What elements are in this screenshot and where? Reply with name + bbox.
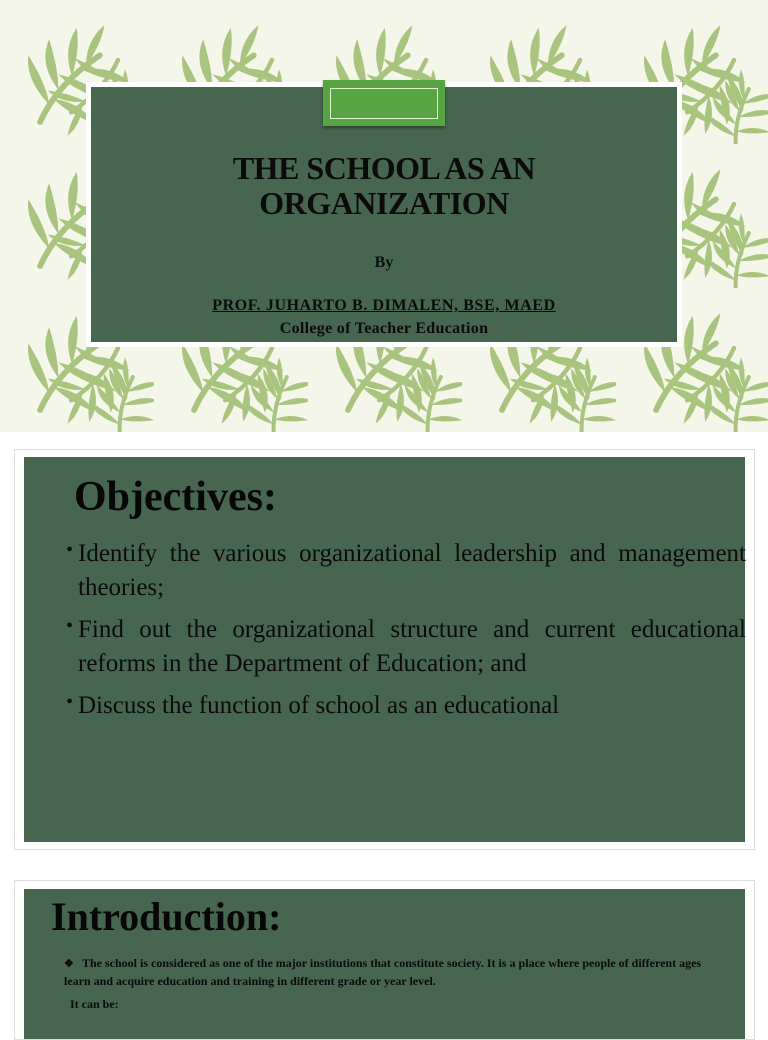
college-name: College of Teacher Education bbox=[279, 320, 489, 337]
bullet-icon: • bbox=[66, 539, 74, 561]
introduction-heading: Introduction: bbox=[51, 894, 282, 939]
introduction-paragraph bbox=[64, 955, 704, 990]
objectives-list bbox=[66, 537, 746, 731]
introduction-panel bbox=[24, 889, 745, 1039]
it-can-be-label: It can be: bbox=[70, 997, 119, 1011]
introduction-text: The school is considered as one of the major institutions that constitute society. It is a place where people of different ages learn and acquire education and training in different grade or year level. bbox=[64, 956, 702, 988]
objective-text: Identify the various organizational leadership and management theories; bbox=[78, 540, 746, 601]
objective-text: Find out the organizational structure and current educational reforms in the Department of Education; and bbox=[78, 616, 746, 677]
introduction-slide bbox=[14, 880, 755, 1040]
objective-item bbox=[66, 689, 746, 723]
title-slide bbox=[0, 0, 768, 432]
title-accent-tab bbox=[323, 80, 445, 126]
title-line-2: ORGANIZATION bbox=[259, 185, 509, 221]
objective-text: Discuss the function of school as an educational bbox=[78, 692, 560, 719]
title-line-1: THE SCHOOL AS AN bbox=[232, 150, 536, 186]
objectives-panel bbox=[24, 457, 745, 842]
by-label: By bbox=[374, 254, 394, 271]
objective-item bbox=[66, 537, 746, 605]
presentation-title bbox=[91, 151, 677, 221]
author-name: PROF. JUHARTO B. DIMALEN, BSE, MAED bbox=[212, 297, 556, 314]
title-accent-tab-border bbox=[330, 88, 438, 119]
objectives-heading: Objectives: bbox=[74, 474, 277, 520]
objectives-slide bbox=[14, 449, 755, 850]
objective-item bbox=[66, 613, 746, 681]
bullet-icon: • bbox=[66, 691, 74, 713]
bullet-icon: • bbox=[66, 615, 74, 637]
diamond-bullet-icon: ❖ bbox=[64, 958, 74, 970]
